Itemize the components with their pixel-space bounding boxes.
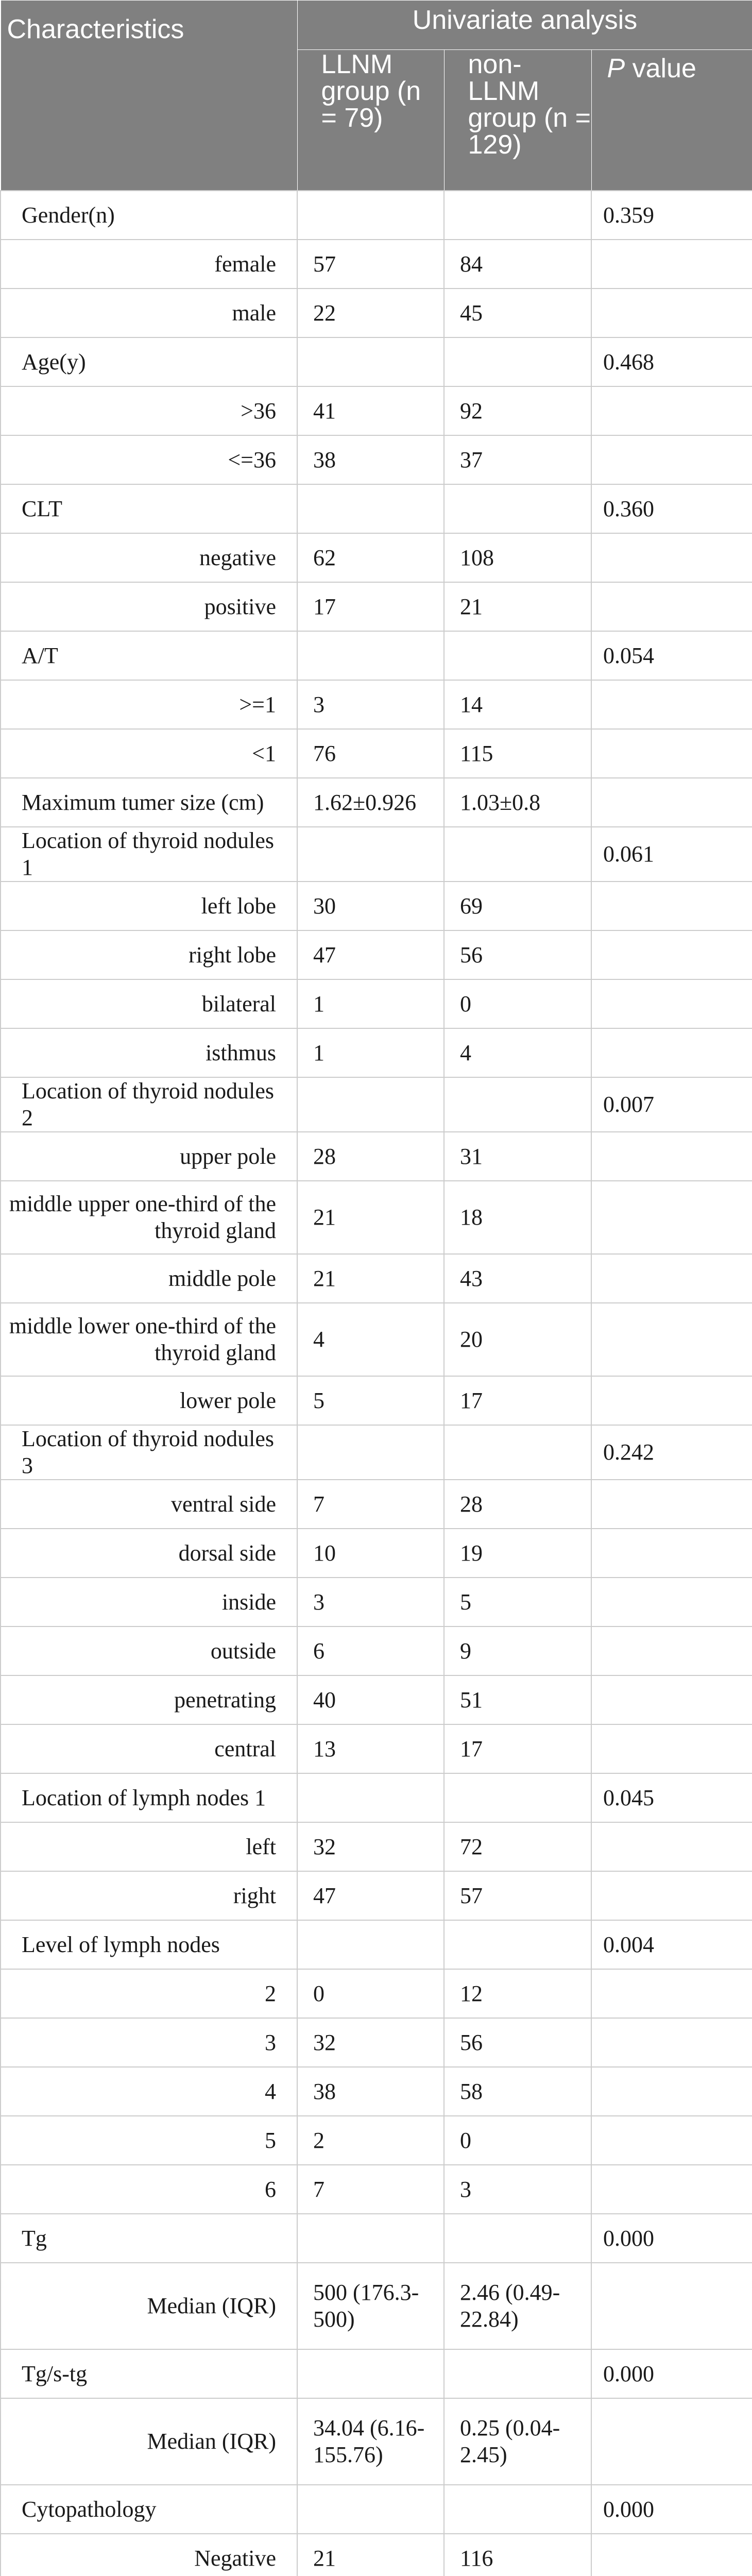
category-row — [1, 1773, 752, 1822]
subcategory-row — [1, 930, 752, 979]
p-value — [591, 2398, 752, 2485]
llnm-value: 6 — [297, 1626, 444, 1675]
llnm-value: 40 — [297, 1675, 444, 1724]
non-llnm-value — [444, 1920, 591, 1969]
non-llnm-value: 56 — [444, 2018, 591, 2067]
subcategory-row — [1, 1254, 752, 1303]
llnm-value: 76 — [297, 729, 444, 778]
non-llnm-value: 115 — [444, 729, 591, 778]
p-value — [591, 778, 752, 827]
non-llnm-value: 3 — [444, 2165, 591, 2214]
non-llnm-value: 18 — [444, 1181, 591, 1254]
subcategory-row — [1, 1724, 752, 1773]
llnm-value: 62 — [297, 533, 444, 582]
non-llnm-value — [444, 2485, 591, 2534]
llnm-value: 22 — [297, 289, 444, 337]
p-value — [591, 2067, 752, 2116]
llnm-value: 5 — [297, 1376, 444, 1425]
non-llnm-value: 5 — [444, 1578, 591, 1626]
row-label: dorsal side — [1, 1529, 297, 1578]
non-llnm-value: 69 — [444, 882, 591, 930]
header-p-value — [591, 50, 752, 191]
row-label: female — [1, 240, 297, 289]
p-value-suffix: value — [625, 54, 696, 83]
subcategory-row — [1, 729, 752, 778]
p-value — [591, 2018, 752, 2067]
llnm-value: 28 — [297, 1132, 444, 1181]
llnm-value: 32 — [297, 1822, 444, 1871]
p-value — [591, 1675, 752, 1724]
subcategory-row — [1, 289, 752, 337]
llnm-value — [297, 1773, 444, 1822]
llnm-value: 47 — [297, 930, 444, 979]
header-non-llnm-group: non-LLNM group (n = 129) — [444, 50, 591, 191]
p-value — [591, 582, 752, 631]
non-llnm-value — [444, 337, 591, 386]
non-llnm-value: 108 — [444, 533, 591, 582]
subcategory-row — [1, 435, 752, 484]
llnm-value: 7 — [297, 1480, 444, 1529]
p-value: 0.000 — [591, 2485, 752, 2534]
llnm-value — [297, 191, 444, 240]
non-llnm-value: 56 — [444, 930, 591, 979]
p-value — [591, 1132, 752, 1181]
subcategory-row — [1, 2018, 752, 2067]
llnm-value: 38 — [297, 435, 444, 484]
non-llnm-value: 92 — [444, 386, 591, 435]
row-label: <1 — [1, 729, 297, 778]
row-label: male — [1, 289, 297, 337]
p-value: 0.000 — [591, 2214, 752, 2263]
row-label: central — [1, 1724, 297, 1773]
non-llnm-value: 1.03±0.8 — [444, 778, 591, 827]
llnm-value: 32 — [297, 2018, 444, 2067]
non-llnm-value: 4 — [444, 1028, 591, 1077]
row-label: ventral side — [1, 1480, 297, 1529]
row-label: right lobe — [1, 930, 297, 979]
p-value — [591, 289, 752, 337]
p-value — [591, 1028, 752, 1077]
row-label: bilateral — [1, 979, 297, 1028]
p-value: 0.004 — [591, 1920, 752, 1969]
row-label: middle upper one-third of the thyroid gland — [1, 1181, 297, 1254]
subcategory-row — [1, 582, 752, 631]
row-label: right — [1, 1871, 297, 1920]
row-label: negative — [1, 533, 297, 582]
p-value — [591, 979, 752, 1028]
llnm-value — [297, 1077, 444, 1132]
row-label: >36 — [1, 386, 297, 435]
p-value: 0.054 — [591, 631, 752, 680]
llnm-value: 21 — [297, 1181, 444, 1254]
non-llnm-value: 0 — [444, 2116, 591, 2165]
row-label: A/T — [1, 631, 297, 680]
llnm-value: 38 — [297, 2067, 444, 2116]
subcategory-row — [1, 2263, 752, 2349]
row-label: Median (IQR) — [1, 2398, 297, 2485]
subcategory-row — [1, 386, 752, 435]
subcategory-row — [1, 1376, 752, 1425]
category-row — [1, 631, 752, 680]
row-label: >=1 — [1, 680, 297, 729]
category-row — [1, 2485, 752, 2534]
row-label: Age(y) — [1, 337, 297, 386]
row-label: middle pole — [1, 1254, 297, 1303]
p-value: 0.007 — [591, 1077, 752, 1132]
non-llnm-value: 116 — [444, 2534, 591, 2576]
non-llnm-value: 57 — [444, 1871, 591, 1920]
non-llnm-value — [444, 1425, 591, 1480]
llnm-value — [297, 2349, 444, 2398]
non-llnm-value: 84 — [444, 240, 591, 289]
table-header — [1, 1, 752, 191]
p-value — [591, 930, 752, 979]
llnm-value: 500 (176.3-500) — [297, 2263, 444, 2349]
row-label: Negative — [1, 2534, 297, 2576]
llnm-value: 34.04 (6.16-155.76) — [297, 2398, 444, 2485]
subcategory-row — [1, 1181, 752, 1254]
p-value — [591, 1969, 752, 2018]
non-llnm-value: 31 — [444, 1132, 591, 1181]
row-label: lower pole — [1, 1376, 297, 1425]
llnm-value — [297, 1425, 444, 1480]
non-llnm-value — [444, 2349, 591, 2398]
header-univariate-analysis: Univariate analysis — [297, 1, 752, 50]
category-row — [1, 2349, 752, 2398]
subcategory-row — [1, 979, 752, 1028]
p-value: 0.242 — [591, 1425, 752, 1480]
subcategory-row — [1, 1529, 752, 1578]
subcategory-row — [1, 2534, 752, 2576]
row-label: Tg/s-tg — [1, 2349, 297, 2398]
p-value: 0.468 — [591, 337, 752, 386]
llnm-value: 41 — [297, 386, 444, 435]
llnm-value: 3 — [297, 680, 444, 729]
row-label: <=36 — [1, 435, 297, 484]
p-value — [591, 1529, 752, 1578]
category-row — [1, 1077, 752, 1132]
subcategory-row — [1, 1132, 752, 1181]
llnm-value — [297, 2214, 444, 2263]
non-llnm-value — [444, 1077, 591, 1132]
p-value: 0.360 — [591, 484, 752, 533]
llnm-value: 30 — [297, 882, 444, 930]
p-value — [591, 1254, 752, 1303]
non-llnm-value: 2.46 (0.49-22.84) — [444, 2263, 591, 2349]
header-characteristics: Characteristics — [1, 1, 297, 191]
p-value — [591, 2165, 752, 2214]
non-llnm-value: 43 — [444, 1254, 591, 1303]
category-row — [1, 827, 752, 882]
category-row — [1, 484, 752, 533]
non-llnm-value: 14 — [444, 680, 591, 729]
p-value — [591, 2534, 752, 2576]
llnm-value: 10 — [297, 1529, 444, 1578]
subcategory-row — [1, 2067, 752, 2116]
row-label: positive — [1, 582, 297, 631]
category-row — [1, 337, 752, 386]
p-value — [591, 2116, 752, 2165]
llnm-value — [297, 484, 444, 533]
non-llnm-value: 0 — [444, 979, 591, 1028]
p-italic: P — [607, 54, 625, 83]
row-label: Level of lymph nodes — [1, 1920, 297, 1969]
subcategory-row — [1, 2398, 752, 2485]
row-label: 5 — [1, 2116, 297, 2165]
non-llnm-value: 21 — [444, 582, 591, 631]
subcategory-row — [1, 1822, 752, 1871]
subcategory-row — [1, 240, 752, 289]
row-label: Location of thyroid nodules 2 — [1, 1077, 297, 1132]
p-value: 0.000 — [591, 2349, 752, 2398]
non-llnm-value: 19 — [444, 1529, 591, 1578]
subcategory-row — [1, 1871, 752, 1920]
p-value — [591, 386, 752, 435]
header-llnm-group: LLNM group (n = 79) — [297, 50, 444, 191]
non-llnm-value: 72 — [444, 1822, 591, 1871]
row-label: left lobe — [1, 882, 297, 930]
p-value — [591, 1181, 752, 1254]
row-label: Median (IQR) — [1, 2263, 297, 2349]
p-value — [591, 240, 752, 289]
p-value — [591, 1376, 752, 1425]
p-value — [591, 1480, 752, 1529]
row-label: Maximum tumer size (cm) — [1, 778, 297, 827]
p-value — [591, 1724, 752, 1773]
non-llnm-value: 20 — [444, 1303, 591, 1376]
subcategory-row — [1, 2116, 752, 2165]
p-value — [591, 680, 752, 729]
category-row — [1, 191, 752, 240]
subcategory-row — [1, 1578, 752, 1626]
llnm-value: 2 — [297, 2116, 444, 2165]
llnm-value: 17 — [297, 582, 444, 631]
p-value — [591, 882, 752, 930]
p-value: 0.045 — [591, 1773, 752, 1822]
non-llnm-value: 0.25 (0.04-2.45) — [444, 2398, 591, 2485]
llnm-value — [297, 1920, 444, 1969]
category-row — [1, 1920, 752, 1969]
row-label: CLT — [1, 484, 297, 533]
table-body — [1, 191, 752, 2576]
row-label: outside — [1, 1626, 297, 1675]
llnm-value: 4 — [297, 1303, 444, 1376]
subcategory-row — [1, 1626, 752, 1675]
llnm-value: 1.62±0.926 — [297, 778, 444, 827]
llnm-value: 1 — [297, 1028, 444, 1077]
llnm-value — [297, 337, 444, 386]
row-label: 3 — [1, 2018, 297, 2067]
non-llnm-value: 37 — [444, 435, 591, 484]
p-value — [591, 1578, 752, 1626]
row-label: Tg — [1, 2214, 297, 2263]
non-llnm-value: 28 — [444, 1480, 591, 1529]
llnm-value — [297, 631, 444, 680]
category-row — [1, 778, 752, 827]
p-value — [591, 729, 752, 778]
non-llnm-value — [444, 191, 591, 240]
row-label: 4 — [1, 2067, 297, 2116]
subcategory-row — [1, 533, 752, 582]
llnm-value: 3 — [297, 1578, 444, 1626]
row-label: penetrating — [1, 1675, 297, 1724]
row-label: Cytopathology — [1, 2485, 297, 2534]
llnm-value: 7 — [297, 2165, 444, 2214]
row-label: inside — [1, 1578, 297, 1626]
row-label: Location of thyroid nodules 3 — [1, 1425, 297, 1480]
llnm-value: 21 — [297, 2534, 444, 2576]
subcategory-row — [1, 1303, 752, 1376]
subcategory-row — [1, 1480, 752, 1529]
non-llnm-value — [444, 2214, 591, 2263]
llnm-value — [297, 827, 444, 882]
llnm-value: 57 — [297, 240, 444, 289]
llnm-value: 13 — [297, 1724, 444, 1773]
non-llnm-value: 58 — [444, 2067, 591, 2116]
p-value: 0.061 — [591, 827, 752, 882]
p-value — [591, 1822, 752, 1871]
p-value — [591, 2263, 752, 2349]
subcategory-row — [1, 1028, 752, 1077]
row-label: middle lower one-third of the thyroid gland — [1, 1303, 297, 1376]
row-label: 6 — [1, 2165, 297, 2214]
non-llnm-value — [444, 631, 591, 680]
non-llnm-value: 9 — [444, 1626, 591, 1675]
subcategory-row — [1, 1675, 752, 1724]
row-label: Gender(n) — [1, 191, 297, 240]
p-value — [591, 1626, 752, 1675]
llnm-value: 1 — [297, 979, 444, 1028]
p-value — [591, 533, 752, 582]
llnm-value — [297, 2485, 444, 2534]
subcategory-row — [1, 680, 752, 729]
p-value — [591, 1303, 752, 1376]
non-llnm-value: 51 — [444, 1675, 591, 1724]
non-llnm-value: 17 — [444, 1724, 591, 1773]
non-llnm-value: 12 — [444, 1969, 591, 2018]
row-label: upper pole — [1, 1132, 297, 1181]
p-value — [591, 1871, 752, 1920]
llnm-value: 21 — [297, 1254, 444, 1303]
p-value — [591, 435, 752, 484]
llnm-value: 47 — [297, 1871, 444, 1920]
row-label: isthmus — [1, 1028, 297, 1077]
llnm-value: 0 — [297, 1969, 444, 2018]
non-llnm-value — [444, 827, 591, 882]
category-row — [1, 2214, 752, 2263]
row-label: Location of lymph nodes 1 — [1, 1773, 297, 1822]
subcategory-row — [1, 882, 752, 930]
row-label: left — [1, 1822, 297, 1871]
p-value: 0.359 — [591, 191, 752, 240]
non-llnm-value — [444, 484, 591, 533]
non-llnm-value — [444, 1773, 591, 1822]
non-llnm-value: 45 — [444, 289, 591, 337]
category-row — [1, 1425, 752, 1480]
row-label: 2 — [1, 1969, 297, 2018]
subcategory-row — [1, 1969, 752, 2018]
subcategory-row — [1, 2165, 752, 2214]
row-label: Location of thyroid nodules 1 — [1, 827, 297, 882]
non-llnm-value: 17 — [444, 1376, 591, 1425]
